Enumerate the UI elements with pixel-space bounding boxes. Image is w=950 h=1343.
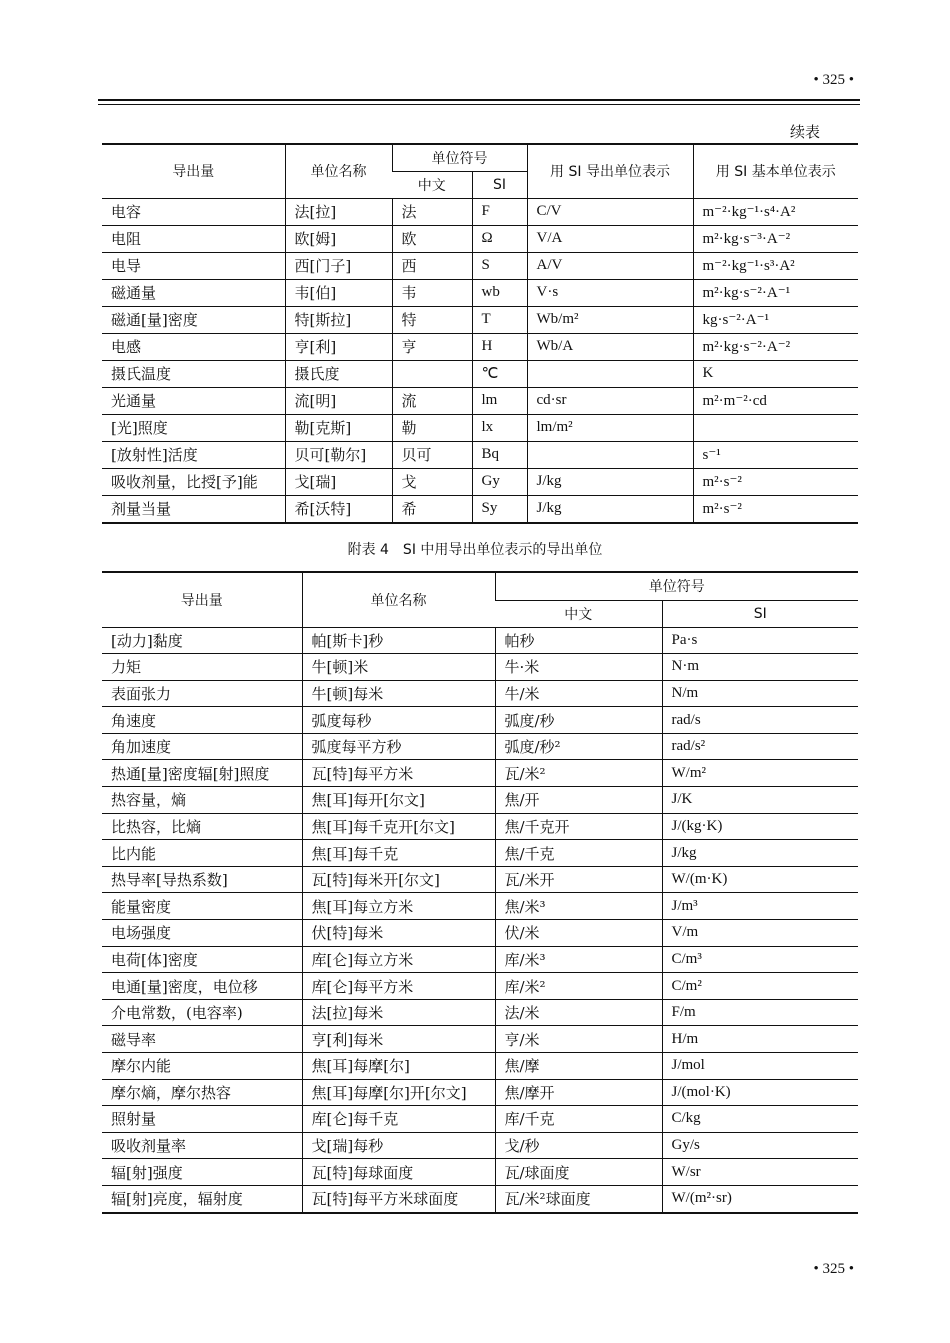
cell-si: C/m² — [662, 973, 858, 1000]
cell-si: Bq — [472, 441, 527, 468]
header-chinese: 中文 — [392, 171, 472, 198]
header-quantity: 导出量 — [102, 144, 285, 198]
header-unit-name: 单位名称 — [285, 144, 392, 198]
cell-quantity: 电阻 — [102, 225, 285, 252]
table-row — [102, 1185, 858, 1212]
header-si: SI — [472, 171, 527, 198]
cell-derived: Wb/m² — [527, 306, 693, 333]
cell-si: W/(m²·sr) — [662, 1185, 858, 1212]
cell-name: 弧度每秒 — [302, 707, 495, 734]
cell-quantity: 角加速度 — [102, 733, 302, 760]
cell-name: 欧[姆] — [285, 225, 392, 252]
cell-si: rad/s — [662, 707, 858, 734]
table-row — [102, 333, 858, 360]
cell-name: 摄氏度 — [285, 360, 392, 387]
cell-cn — [392, 360, 472, 387]
cell-si: Ω — [472, 225, 527, 252]
table-row — [102, 414, 858, 441]
cell-si: W/sr — [662, 1159, 858, 1186]
table-row — [102, 1053, 858, 1080]
cell-base: m²·kg·s⁻²·A⁻¹ — [693, 279, 858, 306]
header-unit-symbol: 单位符号 — [495, 572, 858, 600]
cell-base: m⁻²·kg⁻¹·s³·A² — [693, 252, 858, 279]
cell-si: lx — [472, 414, 527, 441]
cell-cn: 瓦/球面度 — [495, 1159, 662, 1186]
cell-quantity: 辐[射]强度 — [102, 1159, 302, 1186]
cell-si: lm — [472, 387, 527, 414]
cell-si: W/(m·K) — [662, 866, 858, 893]
cell-quantity: [光]照度 — [102, 414, 285, 441]
page-number-top: • 325 • — [813, 72, 854, 88]
cell-si: Gy/s — [662, 1132, 858, 1159]
cell-quantity: 辐[射]亮度，辐射度 — [102, 1185, 302, 1212]
cell-quantity: 照射量 — [102, 1106, 302, 1133]
table-row — [102, 1026, 858, 1053]
cell-name: 戈[瑞]每秒 — [302, 1132, 495, 1159]
table3-body — [102, 198, 858, 523]
cell-cn: 法/米 — [495, 999, 662, 1026]
table-row — [102, 973, 858, 1000]
cell-quantity: 摩尔熵，摩尔热容 — [102, 1079, 302, 1106]
cell-base: m⁻²·kg⁻¹·s⁴·A² — [693, 198, 858, 225]
cell-name: 焦[耳]每开[尔文] — [302, 787, 495, 814]
table-row — [102, 999, 858, 1026]
cell-si: J/K — [662, 787, 858, 814]
cell-name: 流[明] — [285, 387, 392, 414]
cell-si: H/m — [662, 1026, 858, 1053]
table-row — [102, 840, 858, 867]
cell-name: 瓦[特]每球面度 — [302, 1159, 495, 1186]
cell-quantity: 电容 — [102, 198, 285, 225]
cell-quantity: 吸收剂量，比授[予]能 — [102, 468, 285, 495]
cell-name: 库[仑]每立方米 — [302, 946, 495, 973]
cell-name: 西[门子] — [285, 252, 392, 279]
cell-quantity: [动力]黏度 — [102, 627, 302, 654]
cell-base: m²·kg·s⁻²·A⁻² — [693, 333, 858, 360]
cell-quantity: 比热容，比熵 — [102, 813, 302, 840]
cell-quantity: 摄氏温度 — [102, 360, 285, 387]
table-row — [102, 787, 858, 814]
table-row — [102, 1079, 858, 1106]
cell-cn: 希 — [392, 495, 472, 523]
cell-quantity: 能量密度 — [102, 893, 302, 920]
cell-derived — [527, 360, 693, 387]
cell-quantity: 热通[量]密度辐[射]照度 — [102, 760, 302, 787]
header-si-base: 用 SI 基本单位表示 — [693, 144, 858, 198]
cell-quantity: 比内能 — [102, 840, 302, 867]
cell-si: H — [472, 333, 527, 360]
cell-name: 焦[耳]每千克开[尔文] — [302, 813, 495, 840]
cell-quantity: 角速度 — [102, 707, 302, 734]
cell-cn: 焦/摩 — [495, 1053, 662, 1080]
table-row — [102, 306, 858, 333]
table-row — [102, 813, 858, 840]
cell-name: 韦[伯] — [285, 279, 392, 306]
cell-quantity: 电通[量]密度，电位移 — [102, 973, 302, 1000]
table-row — [102, 198, 858, 225]
table-row — [102, 627, 858, 654]
cell-cn: 帕秒 — [495, 627, 662, 654]
cell-cn: 焦/开 — [495, 787, 662, 814]
cell-base: s⁻¹ — [693, 441, 858, 468]
cell-si: S — [472, 252, 527, 279]
cell-cn: 欧 — [392, 225, 472, 252]
cell-base: m²·s⁻² — [693, 468, 858, 495]
table-row — [102, 1159, 858, 1186]
cell-cn: 焦/米³ — [495, 893, 662, 920]
cell-si: F/m — [662, 999, 858, 1026]
cell-name: 勒[克斯] — [285, 414, 392, 441]
cell-name: 亨[利]每米 — [302, 1026, 495, 1053]
cell-cn: 勒 — [392, 414, 472, 441]
cell-name: 瓦[特]每平方米球面度 — [302, 1185, 495, 1212]
cell-name: 焦[耳]每立方米 — [302, 893, 495, 920]
cell-quantity: 热容量，熵 — [102, 787, 302, 814]
table-row — [102, 495, 858, 523]
header-rule-thick — [98, 99, 860, 101]
cell-quantity: 摩尔内能 — [102, 1053, 302, 1080]
header-unit-name: 单位名称 — [302, 572, 495, 627]
table4-title: 附表 4 SI 中用导出单位表示的导出单位 — [347, 542, 603, 558]
cell-derived — [527, 441, 693, 468]
cell-cn: 焦/千克 — [495, 840, 662, 867]
table-row — [102, 733, 858, 760]
table-row — [102, 468, 858, 495]
cell-si: rad/s² — [662, 733, 858, 760]
cell-si: wb — [472, 279, 527, 306]
cell-quantity: 电荷[体]密度 — [102, 946, 302, 973]
table-row — [102, 225, 858, 252]
cell-name: 特[斯拉] — [285, 306, 392, 333]
cell-quantity: 电感 — [102, 333, 285, 360]
cell-cn: 特 — [392, 306, 472, 333]
cell-name: 焦[耳]每摩[尔]开[尔文] — [302, 1079, 495, 1106]
cell-derived: Wb/A — [527, 333, 693, 360]
cell-cn: 流 — [392, 387, 472, 414]
cell-si: Sy — [472, 495, 527, 523]
cell-derived: V·s — [527, 279, 693, 306]
cell-cn: 贝可 — [392, 441, 472, 468]
cell-name: 牛[顿]每米 — [302, 680, 495, 707]
derived-units-table-4 — [102, 571, 858, 1214]
cell-name: 法[拉] — [285, 198, 392, 225]
cell-name: 伏[特]每米 — [302, 920, 495, 947]
cell-quantity: [放射性]活度 — [102, 441, 285, 468]
cell-cn: 焦/摩开 — [495, 1079, 662, 1106]
cell-name: 库[仑]每平方米 — [302, 973, 495, 1000]
cell-quantity: 磁通量 — [102, 279, 285, 306]
cell-quantity: 电场强度 — [102, 920, 302, 947]
cell-cn: 西 — [392, 252, 472, 279]
cell-si: J/(kg·K) — [662, 813, 858, 840]
table-row — [102, 946, 858, 973]
cell-quantity: 磁导率 — [102, 1026, 302, 1053]
cell-cn: 弧度/秒 — [495, 707, 662, 734]
cell-name: 贝可[勒尔] — [285, 441, 392, 468]
cell-name: 希[沃特] — [285, 495, 392, 523]
cell-si: F — [472, 198, 527, 225]
cell-base: m²·m⁻²·cd — [693, 387, 858, 414]
cell-cn: 韦 — [392, 279, 472, 306]
header-si: SI — [662, 600, 858, 627]
table-row — [102, 279, 858, 306]
cell-cn: 弧度/秒² — [495, 733, 662, 760]
table-row — [102, 387, 858, 414]
cell-si: C/m³ — [662, 946, 858, 973]
cell-name: 帕[斯卡]秒 — [302, 627, 495, 654]
cell-cn: 戈 — [392, 468, 472, 495]
header-unit-symbol: 单位符号 — [392, 144, 527, 171]
table-row — [102, 1132, 858, 1159]
cell-cn: 库/米³ — [495, 946, 662, 973]
cell-quantity: 光通量 — [102, 387, 285, 414]
table-row — [102, 1106, 858, 1133]
cell-si: Gy — [472, 468, 527, 495]
table-row — [102, 441, 858, 468]
cell-name: 焦[耳]每千克 — [302, 840, 495, 867]
cell-cn: 库/千克 — [495, 1106, 662, 1133]
continued-label: 续表 — [789, 123, 820, 141]
cell-name: 瓦[特]每米开[尔文] — [302, 866, 495, 893]
table-row — [102, 866, 858, 893]
cell-name: 亨[利] — [285, 333, 392, 360]
cell-si: C/kg — [662, 1106, 858, 1133]
cell-si: J/(mol·K) — [662, 1079, 858, 1106]
cell-si: N/m — [662, 680, 858, 707]
cell-cn: 伏/米 — [495, 920, 662, 947]
cell-quantity: 电导 — [102, 252, 285, 279]
cell-cn: 瓦/米² — [495, 760, 662, 787]
cell-cn: 戈/秒 — [495, 1132, 662, 1159]
header-rule-thin — [98, 104, 860, 105]
header-si-derived: 用 SI 导出单位表示 — [527, 144, 693, 198]
cell-quantity: 介电常数，(电容率) — [102, 999, 302, 1026]
cell-quantity: 吸收剂量率 — [102, 1132, 302, 1159]
cell-si: W/m² — [662, 760, 858, 787]
cell-si: J/mol — [662, 1053, 858, 1080]
cell-name: 弧度每平方秒 — [302, 733, 495, 760]
cell-base: m²·s⁻² — [693, 495, 858, 523]
table-row — [102, 252, 858, 279]
cell-si: J/m³ — [662, 893, 858, 920]
table-row — [102, 760, 858, 787]
cell-cn: 焦/千克开 — [495, 813, 662, 840]
derived-units-table-continued — [102, 143, 858, 524]
cell-cn: 法 — [392, 198, 472, 225]
table4-body — [102, 627, 858, 1213]
cell-cn: 牛·米 — [495, 654, 662, 681]
cell-base: kg·s⁻²·A⁻¹ — [693, 306, 858, 333]
cell-cn: 亨 — [392, 333, 472, 360]
cell-quantity: 热导率[导热系数] — [102, 866, 302, 893]
cell-derived: lm/m² — [527, 414, 693, 441]
table-row — [102, 893, 858, 920]
cell-derived: J/kg — [527, 495, 693, 523]
table-row — [102, 680, 858, 707]
cell-base: m²·kg·s⁻³·A⁻² — [693, 225, 858, 252]
cell-derived: cd·sr — [527, 387, 693, 414]
cell-cn: 瓦/米²球面度 — [495, 1185, 662, 1212]
cell-quantity: 剂量当量 — [102, 495, 285, 523]
cell-derived: C/V — [527, 198, 693, 225]
page-number-bottom: • 325 • — [813, 1261, 854, 1277]
cell-name: 法[拉]每米 — [302, 999, 495, 1026]
header-quantity: 导出量 — [102, 572, 302, 627]
table-row — [102, 920, 858, 947]
cell-si: Pa·s — [662, 627, 858, 654]
cell-derived: V/A — [527, 225, 693, 252]
cell-si: ℃ — [472, 360, 527, 387]
header-chinese: 中文 — [495, 600, 662, 627]
cell-cn: 亨/米 — [495, 1026, 662, 1053]
cell-name: 瓦[特]每平方米 — [302, 760, 495, 787]
cell-name: 牛[顿]米 — [302, 654, 495, 681]
cell-si: J/kg — [662, 840, 858, 867]
cell-derived: J/kg — [527, 468, 693, 495]
cell-name: 焦[耳]每摩[尔] — [302, 1053, 495, 1080]
cell-quantity: 磁通[量]密度 — [102, 306, 285, 333]
cell-quantity: 力矩 — [102, 654, 302, 681]
cell-cn: 瓦/米开 — [495, 866, 662, 893]
cell-cn: 库/米² — [495, 973, 662, 1000]
cell-si: N·m — [662, 654, 858, 681]
cell-name: 戈[瑞] — [285, 468, 392, 495]
cell-si: V/m — [662, 920, 858, 947]
cell-derived: A/V — [527, 252, 693, 279]
cell-name: 库[仑]每千克 — [302, 1106, 495, 1133]
table-row — [102, 360, 858, 387]
cell-si: T — [472, 306, 527, 333]
cell-cn: 牛/米 — [495, 680, 662, 707]
cell-quantity: 表面张力 — [102, 680, 302, 707]
table-row — [102, 654, 858, 681]
cell-base: K — [693, 360, 858, 387]
table-row — [102, 707, 858, 734]
cell-base — [693, 414, 858, 441]
